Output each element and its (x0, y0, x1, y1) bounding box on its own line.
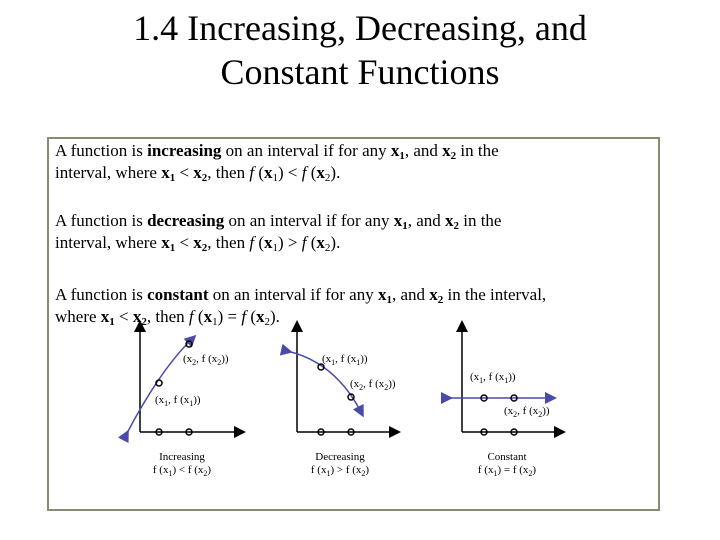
caption-decreasing: Decreasing (315, 451, 365, 463)
definition-increasing: A function is increasing on an interval if for any $x_1$, and $x_2$ in the interval, where $x_1 < x_2$, then f $(x_1) < f$ $(x_2)$. (55, 141, 499, 184)
definition-constant: A function is constant on an interval if for any $x_1$, and $x_2$ in the interval, where $x_1 < x_2$, then f $(x_1) = f$ $(x_2)$. (55, 285, 547, 328)
label-point-2: ($x_2$, f $(x_2)$) (183, 353, 229, 367)
label-point-1: ($x_1$, f $(x_1)$) (322, 353, 368, 367)
caption-decreasing-relation: f $(x_1) > f$ $(x_2)$ (310, 464, 370, 478)
title-line-2: Constant Functions (220, 52, 500, 92)
title-line-1: 1.4 Increasing, Decreasing, and (133, 8, 587, 48)
caption-constant: Constant (487, 451, 527, 463)
label-point-1: ($x_1$, f $(x_1)$) (470, 371, 516, 385)
caption-constant-relation: f $(x_1) = f$ $(x_2)$ (477, 464, 537, 478)
decreasing-graph (287, 326, 396, 478)
caption-increasing-relation: f $(x_1) < f$ $(x_2)$ (152, 464, 212, 478)
label-point-2: ($x_2$, f $(x_2)$) (350, 378, 396, 392)
label-point-1: ($x_1$, f $(x_1)$) (155, 394, 201, 408)
increasing-graph (126, 326, 240, 478)
caption-increasing: Increasing (159, 451, 205, 463)
label-point-2: ($x_2$, f $(x_2)$) (504, 405, 550, 419)
definition-decreasing: A function is decreasing on an interval if for any $x_1$, and $x_2$ in the interval, where $x_1 < x_2$, then f $(x_1) > f$ $(x_2)$. (55, 211, 502, 254)
constant-graph (447, 326, 560, 478)
